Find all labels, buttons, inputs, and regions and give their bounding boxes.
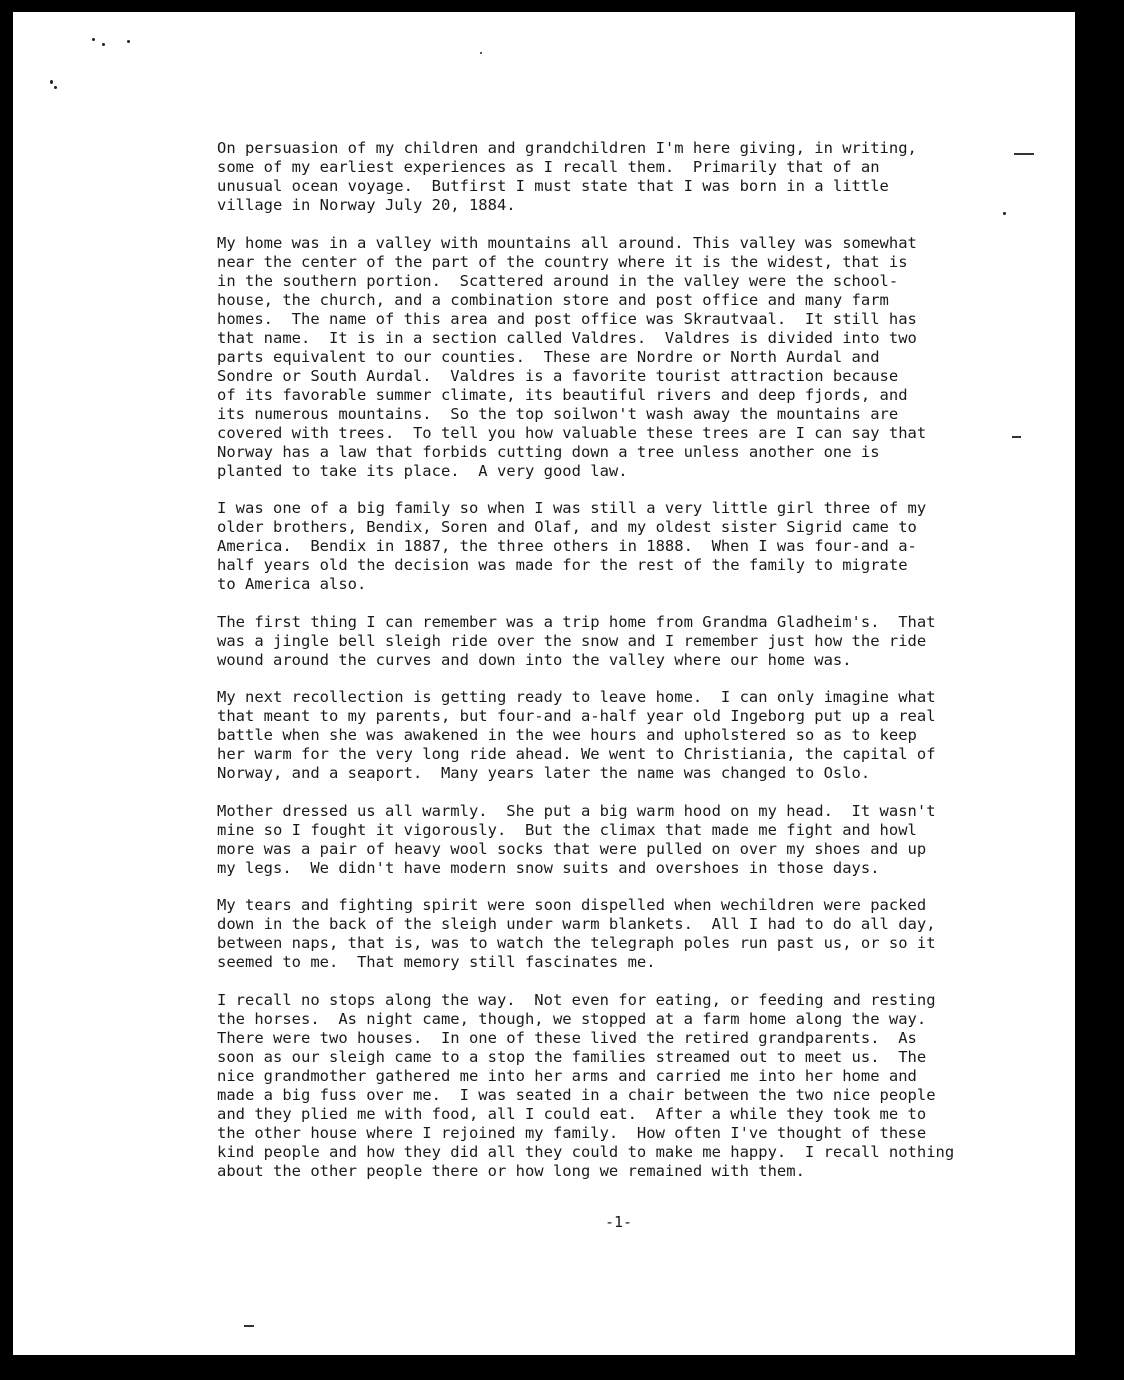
- text-line: her warm for the very long ride ahead. We went to Christiania, the capital of: [217, 745, 936, 763]
- paragraph-2: [217, 234, 1037, 481]
- text-line: its numerous mountains. So the top soilwon't wash away the mountains are: [217, 404, 899, 423]
- text-line: planted to take its place. A very good law.: [217, 461, 628, 480]
- text-line: more was a pair of heavy wool socks that were pulled on over my shoes and up: [217, 839, 927, 858]
- text-line: nice grandmother gathered me into her arms and carried me into her home and: [217, 1066, 917, 1085]
- text-line: soon as our sleigh came to a stop the families streamed out to meet us. The: [217, 1047, 927, 1066]
- text-line: My home was in a valley with mountains all around. This valley was somewhat: [217, 233, 917, 252]
- text-line: the other house where I rejoined my family. How often I've thought of these: [217, 1123, 927, 1142]
- text-line: made a big fuss over me. I was seated in a chair between the two nice people: [217, 1085, 936, 1104]
- text-line: homes. The name of this area and post office was Skrautvaal. It still has: [217, 309, 917, 328]
- text-line: My next recollection is getting ready to leave home. I can only imagine what: [217, 688, 936, 706]
- scan-speck: [92, 38, 95, 41]
- text-line: mine so I fought it vigorously. But the climax that made me fight and howl: [217, 820, 917, 839]
- scan-speck: [54, 86, 57, 89]
- text-line: my legs. We didn't have modern snow suits and overshoes in those days.: [217, 858, 880, 877]
- paragraph-6: [217, 802, 1037, 878]
- text-line: near the center of the part of the country where it is the widest, that is: [217, 252, 908, 271]
- text-line: down in the back of the sleigh under warm blankets. All I had to do all day,: [217, 915, 936, 933]
- paragraph-1: [217, 139, 1037, 215]
- text-line: house, the church, and a combination store and post office and many farm: [217, 290, 889, 309]
- text-line: I was one of a big family so when I was still a very little girl three of my: [217, 499, 927, 517]
- text-line: unusual ocean voyage. Butfirst I must state that I was born in a little: [217, 177, 889, 195]
- text-line: America. Bendix in 1887, the three others in 1888. When I was four-and a-: [217, 537, 917, 555]
- text-line: half years old the decision was made for the rest of the family to migrate: [217, 556, 908, 574]
- paragraph-4: [217, 613, 1037, 670]
- text-line: On persuasion of my children and grandchildren I'm here giving, in writing,: [217, 139, 917, 157]
- text-line: seemed to me. That memory still fascinates me.: [217, 953, 656, 971]
- text-line: Norway has a law that forbids cutting down a tree unless another one is: [217, 442, 880, 461]
- text-line: wound around the curves and down into the valley where our home was.: [217, 650, 852, 669]
- text-line: parts equivalent to our counties. These are Nordre or North Aurdal and: [217, 347, 880, 366]
- text-line: My tears and fighting spirit were soon dispelled when wechildren were packed: [217, 896, 927, 914]
- scan-speck: [127, 40, 130, 43]
- text-line: some of my earliest experiences as I recall them. Primarily that of an: [217, 158, 880, 176]
- text-line: between naps, that is, was to watch the telegraph poles run past us, or so it: [217, 934, 936, 952]
- scan-speck: [480, 52, 482, 54]
- scan-speck: [50, 80, 53, 84]
- text-line: Norway, and a seaport. Many years later the name was changed to Oslo.: [217, 764, 871, 782]
- paragraph-3: [217, 499, 1037, 594]
- text-line: older brothers, Bendix, Soren and Olaf, and my oldest sister Sigrid came to: [217, 518, 917, 536]
- letter-body: [217, 139, 1037, 1199]
- text-line: was a jingle bell sleigh ride over the snow and I remember just how the ride: [217, 631, 927, 650]
- text-line: Mother dressed us all warmly. She put a big warm hood on my head. It wasn't: [217, 801, 936, 820]
- text-line: the horses. As night came, though, we stopped at a farm home along the way.: [217, 1009, 927, 1028]
- text-line: and they plied me with food, all I could eat. After a while they took me to: [217, 1104, 927, 1123]
- text-line: The first thing I can remember was a trip home from Grandma Gladheim's. That: [217, 612, 936, 631]
- text-line: battle when she was awakened in the wee hours and upholstered so as to keep: [217, 726, 917, 744]
- text-line: There were two houses. In one of these lived the retired grandparents. As: [217, 1028, 917, 1047]
- paragraph-5: [217, 688, 1037, 783]
- text-line: village in Norway July 20, 1884.: [217, 196, 516, 214]
- paragraph-8: [217, 991, 1037, 1181]
- text-line: that name. It is in a section called Valdres. Valdres is divided into two: [217, 328, 917, 347]
- text-line: Sondre or South Aurdal. Valdres is a favorite tourist attraction because: [217, 366, 899, 385]
- text-line: to America also.: [217, 575, 367, 593]
- paragraph-7: [217, 896, 1037, 972]
- text-line: that meant to my parents, but four-and a-half year old Ingeborg put up a real: [217, 707, 936, 725]
- text-line: covered with trees. To tell you how valuable these trees are I can say that: [217, 423, 927, 442]
- text-line: kind people and how they did all they could to make me happy. I recall nothing: [217, 1142, 955, 1161]
- text-line: in the southern portion. Scattered around in the valley were the school-: [217, 271, 899, 290]
- text-line: about the other people there or how long we remained with them.: [217, 1161, 805, 1180]
- scan-speck: [102, 43, 105, 46]
- margin-mark: [244, 1325, 254, 1327]
- text-line: I recall no stops along the way. Not even for eating, or feeding and resting: [217, 990, 936, 1009]
- text-line: of its favorable summer climate, its beautiful rivers and deep fjords, and: [217, 385, 908, 404]
- page-number: -1-: [605, 1213, 633, 1231]
